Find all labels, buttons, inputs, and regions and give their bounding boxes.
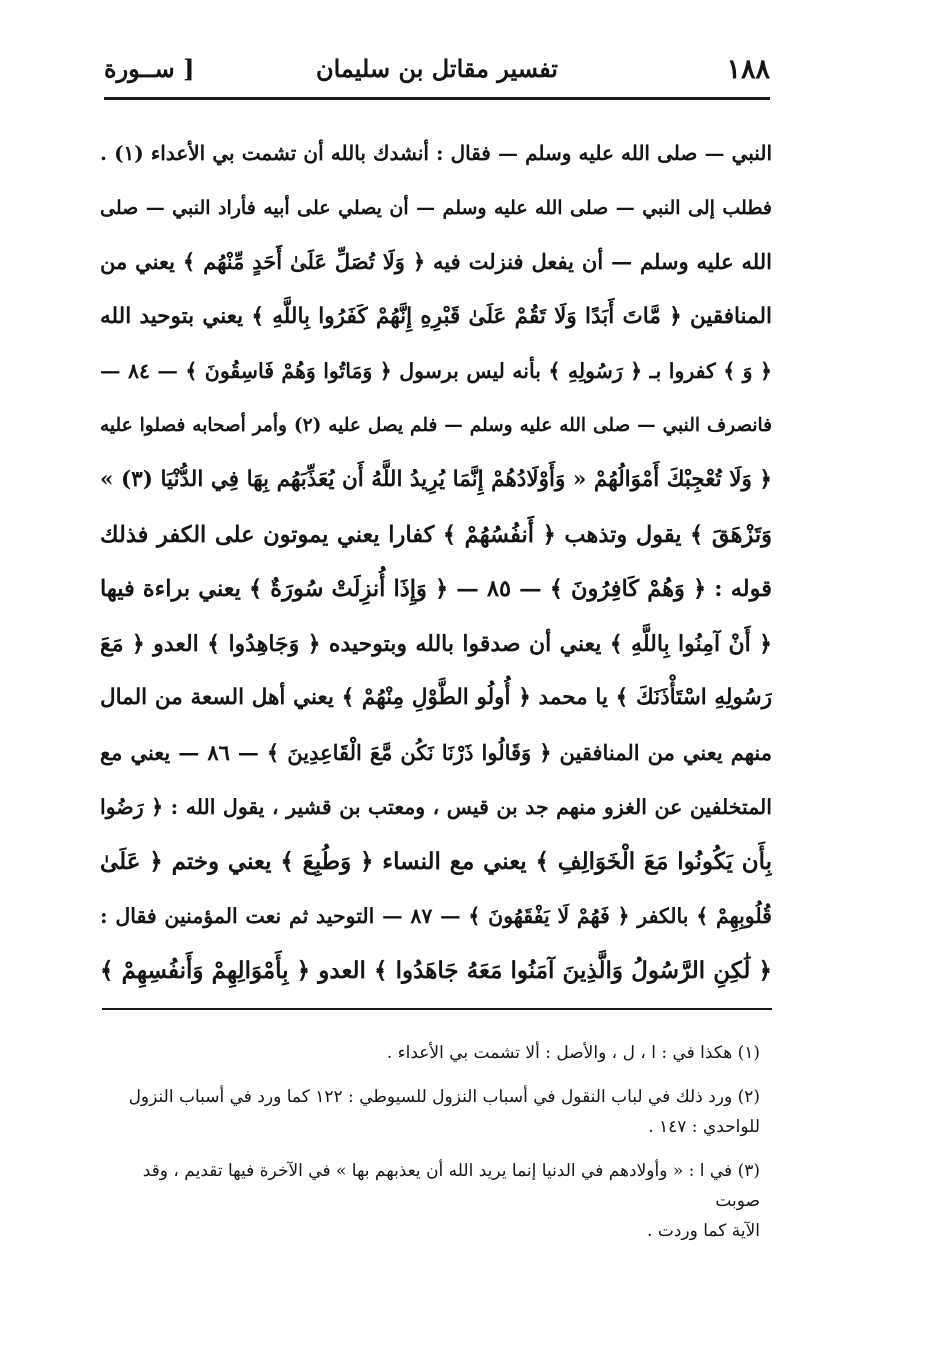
footnotes — [114, 1038, 760, 1260]
footnote-text: (٢) ورد ذلك في لباب النقول في أسباب النزول للسيوطي : ١٢٢ كما ورد في أسباب النزول — [128, 1087, 760, 1107]
text-line: منهم يعني من المنافقين ﴿ وَقَالُوا ذَرْنَا نَكُن مَّعَ الْقَاعِدِينَ ﴾ — ٨٦ — يعني مع — [100, 739, 772, 765]
surah-label: [ ســورة — [104, 54, 195, 83]
footnote-continuation: للواحدي : ١٤٧ . — [648, 1117, 760, 1137]
header-rule — [104, 97, 770, 100]
footnote-1 — [114, 1038, 760, 1068]
footnote-2 — [114, 1082, 760, 1142]
text-line: قوله : ﴿ وَهُمْ كَافِرُونَ ﴾ — ٨٥ — ﴿ وَإِذَا أُنزِلَتْ سُورَةٌ ﴾ يعني براءة فيها — [100, 576, 772, 602]
footnote-text: (٣) في ا : « وأولادهم في الدنيا إنما يريد الله أن يعذبهم بها » في الآخرة فيها تقديم ، وقد صوبت — [142, 1161, 760, 1211]
text-line: قُلُوبِهِمْ ﴾ بالكفر ﴿ فَهُمْ لَا يَفْقَهُونَ ﴾ — ٨٧ — التوحيد ثم نعت المؤمنين فقال : — [100, 904, 772, 928]
footnote-continuation: الآية كما وردت . — [647, 1221, 760, 1241]
text-line: وَتَزْهَقَ ﴾ يقول وتذهب ﴿ أَنفُسُهُمْ ﴾ كفارا يعني يموتون على الكفر فذلك — [100, 521, 772, 548]
text-line: ﴿ وَ ﴾ كفروا بـ ﴿ رَسُولِهِ ﴾ بأنه ليس برسول ﴿ وَمَاتُوا وَهُمْ فَاسِقُونَ ﴾ — ٨٤ — — [100, 359, 772, 383]
text-line: فطلب إلى النبي — صلى الله عليه وسلم — أن يصلي على أبيه فأراد النبي — صلى — [100, 196, 772, 219]
footnote-3 — [114, 1156, 760, 1246]
page-number: ١٨٨ — [726, 54, 770, 85]
text-line: ﴿ لَٰكِنِ الرَّسُولُ وَالَّذِينَ آمَنُوا مَعَهُ جَاهَدُوا ﴾ العدو ﴿ بِأَمْوَالِهِمْ وَأَنفُسِهِمْ ﴾ — [100, 956, 772, 984]
footnote-text: (١) هكذا في : ا ، ل ، والأصل : ألا تشمت بي الأعداء . — [386, 1043, 760, 1063]
page-header — [104, 46, 770, 98]
text-line: فانصرف النبي — صلى الله عليه وسلم — فلم يصل عليه (٢) وأمر أصحابه فصلوا عليه — [100, 414, 772, 436]
text-line: بِأَن يَكُونُوا مَعَ الْخَوَالِفِ ﴾ يعني مع النساء ﴿ وَطُبِعَ ﴾ يعني وختم ﴿ عَلَىٰ — [100, 847, 772, 875]
text-line: المنافقين ﴿ مَّاتَ أَبَدًا وَلَا تَقُمْ عَلَىٰ قَبْرِهِ إِنَّهُمْ كَفَرُوا بِاللَّهِ ﴾ يعني بتوحيد الله — [100, 303, 772, 329]
footnote-rule — [102, 1008, 772, 1010]
main-text — [100, 126, 772, 998]
book-title: تفسير مقاتل بن سليمان — [315, 54, 558, 83]
text-line: ﴿ أَنْ آمِنُوا بِاللَّهِ ﴾ يعني أن صدقوا بالله وبتوحيده ﴿ وَجَاهِدُوا ﴾ العدو ﴿ مَعَ — [100, 630, 772, 657]
text-line: رَسُولِهِ اسْتَأْذَنَكَ ﴾ يا محمد ﴿ أُولُو الطَّوْلِ مِنْهُمْ ﴾ يعني أهل السعة من المال — [100, 685, 772, 710]
text-line: الله عليه وسلم — أن يفعل فنزلت فيه ﴿ وَلَا تُصَلِّ عَلَىٰ أَحَدٍ مِّنْهُم ﴾ يعني من — [100, 249, 772, 274]
text-line: النبي — صلى الله عليه وسلم — فقال : أنشدك بالله أن تشمت بي الأعداء (١) . — [100, 141, 772, 165]
text-line: المتخلفين عن الغزو منهم جد بن قيس ، ومعتب بن قشير ، يقول الله : ﴿ رَضُوا — [100, 795, 772, 819]
text-line: ﴿ وَلَا تُعْجِبْكَ أَمْوَالُهُمْ « وَأَوْلَادُهُمْ إِنَّمَا يُرِيدُ اللَّهُ أَن يُعَذِّبَهُم بِهَا فِي الدُّنْيَا (٣) » — [100, 467, 772, 492]
